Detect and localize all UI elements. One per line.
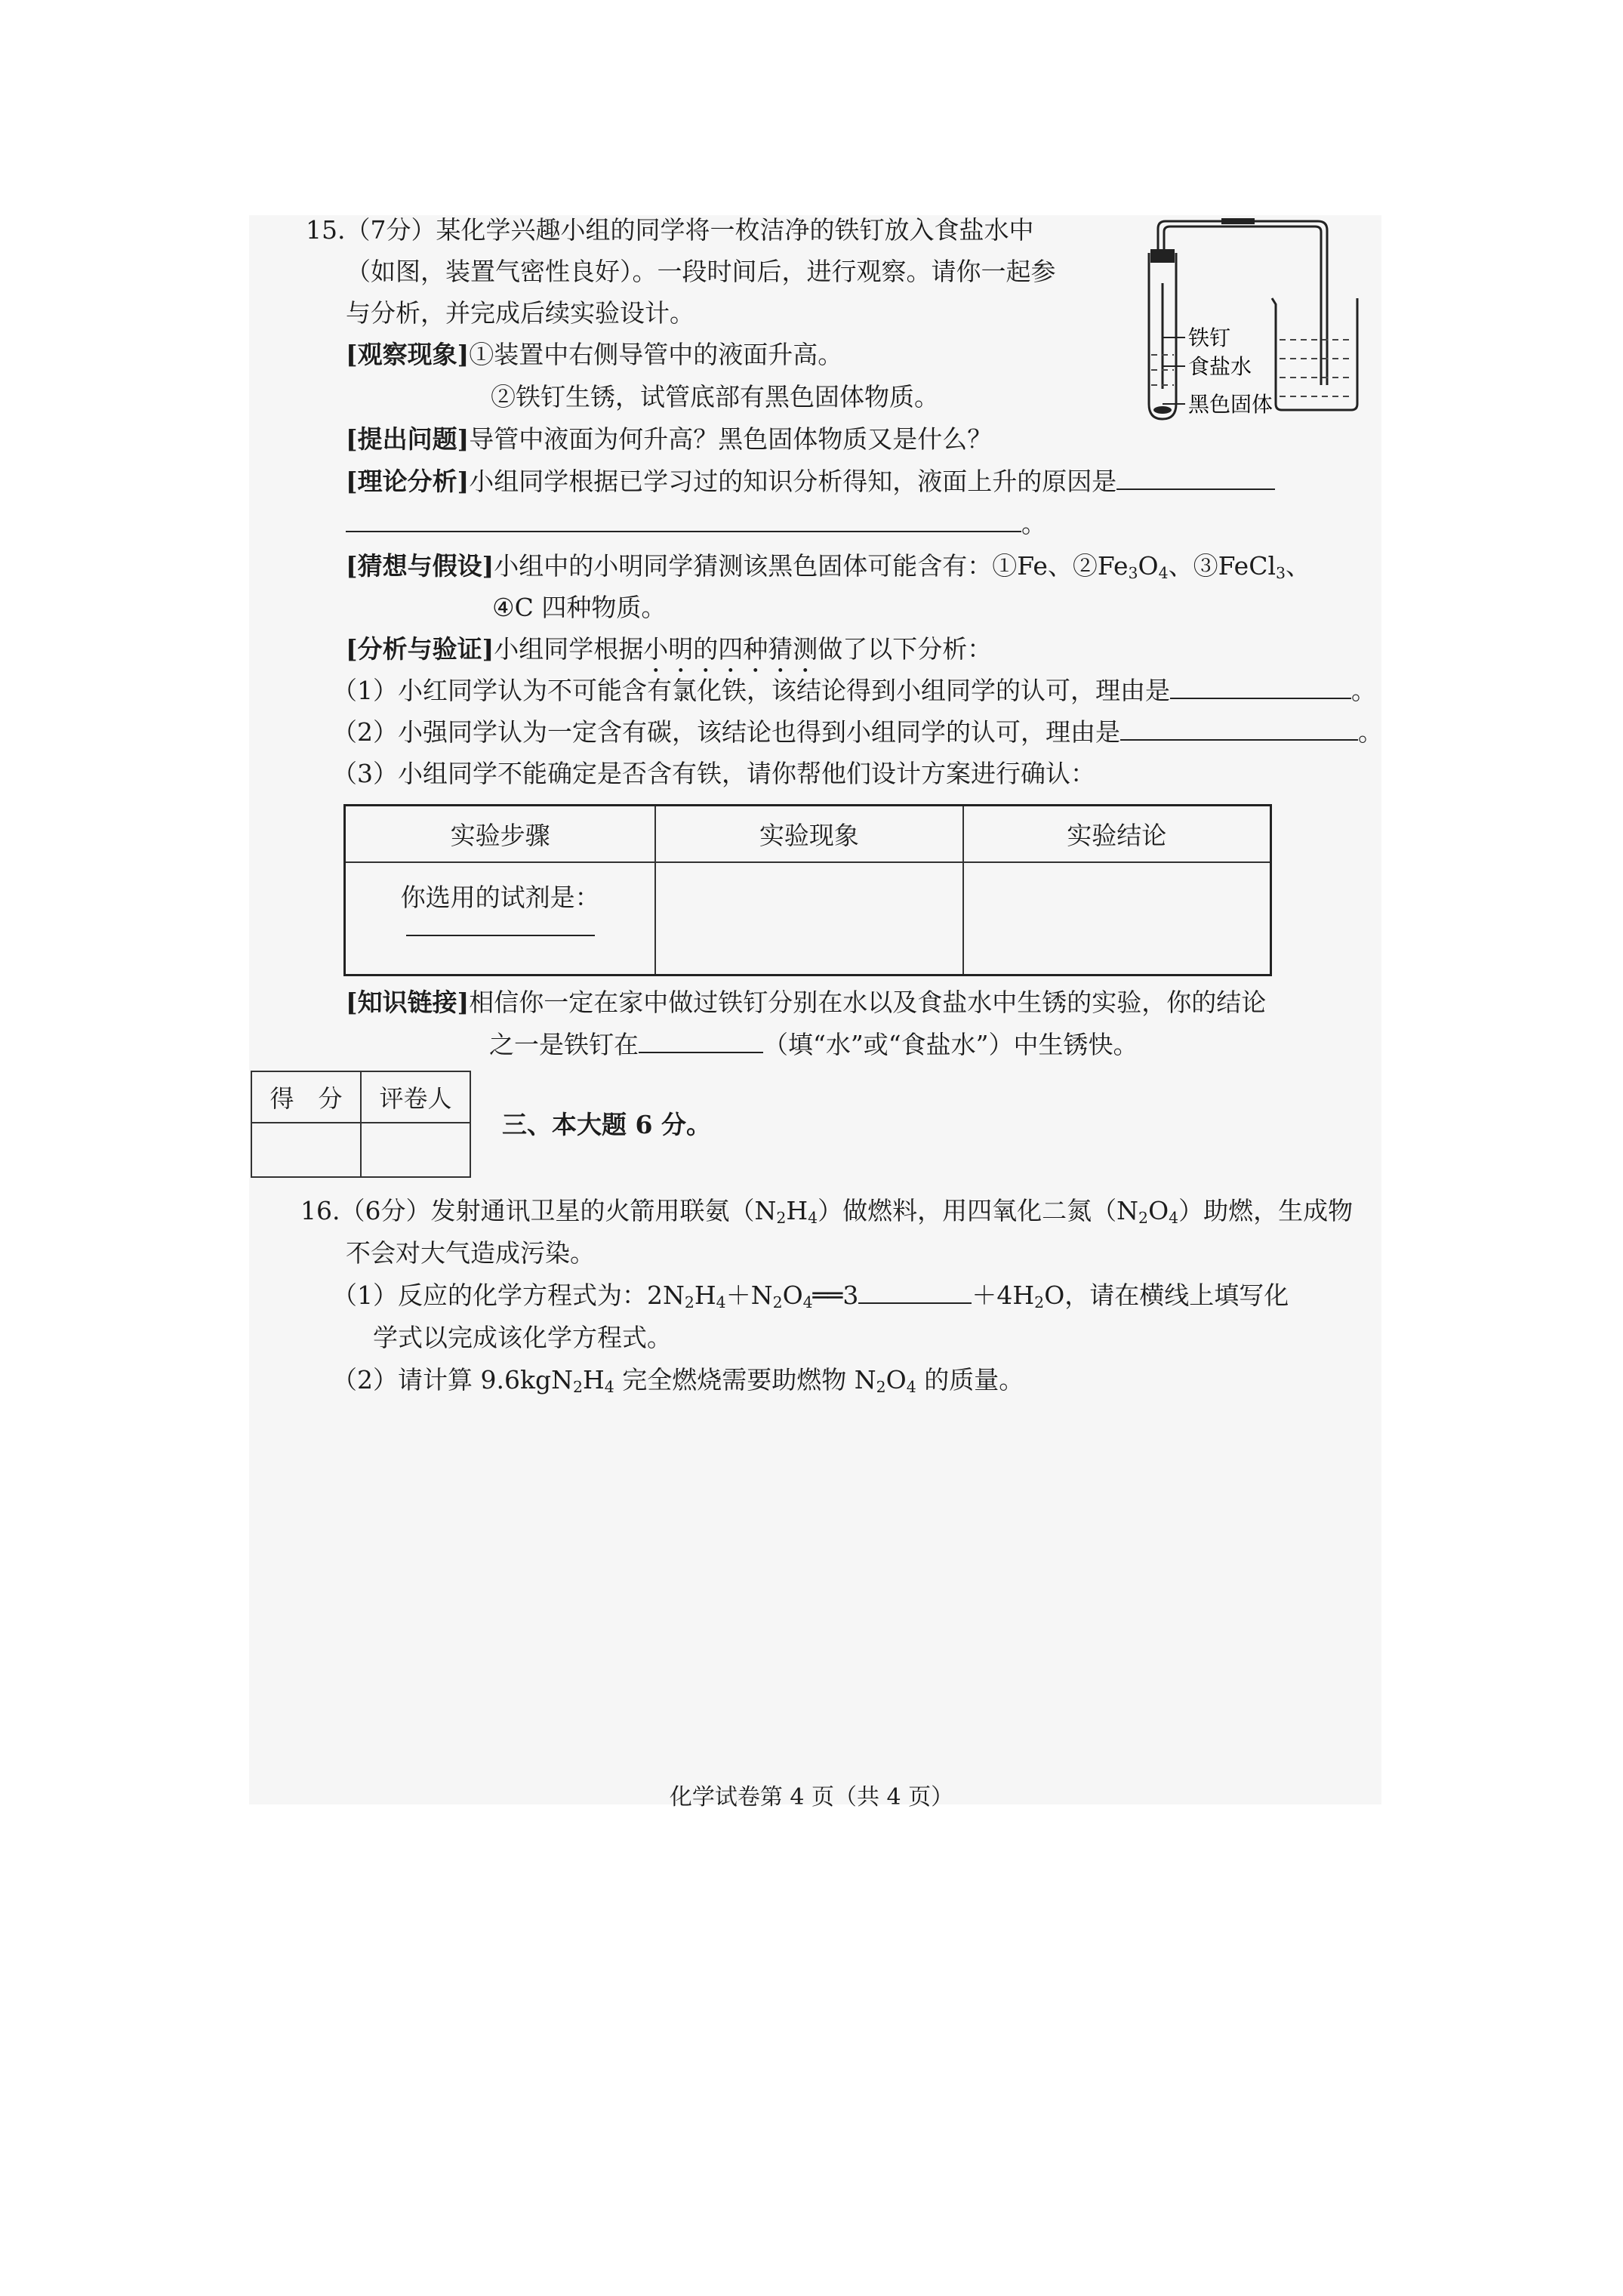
q16-calc-text: （2）请计算 9.6kgN bbox=[332, 1365, 573, 1395]
q16-sub: 4 bbox=[808, 1209, 818, 1228]
sub2-blank[interactable] bbox=[1120, 738, 1358, 741]
theory-end: 。 bbox=[1021, 509, 1046, 538]
q16-line1 bbox=[300, 1196, 1353, 1228]
link-text: 相信你一定在家中做过铁钉分别在水以及食盐水中生锈的实验，你的结论 bbox=[469, 988, 1267, 1017]
sub3-text: （3）小组同学不能确定是否含有铁，请你帮他们设计方案进行确认： bbox=[332, 759, 1095, 788]
observe-row-1 bbox=[346, 340, 842, 370]
q16-sub: 2 bbox=[1138, 1209, 1149, 1228]
theory-row-2 bbox=[346, 509, 1046, 539]
guess-text: 、 bbox=[1286, 551, 1311, 581]
question-row bbox=[346, 424, 992, 455]
table-cell-phenomena[interactable] bbox=[655, 862, 962, 975]
guess-text: 、③FeCl bbox=[1168, 551, 1277, 581]
analysis-emphasis: 小明的四种猜测 bbox=[643, 634, 818, 664]
analysis-text: 做了以下分析： bbox=[818, 634, 993, 664]
q16-text: ）助燃，生成物 bbox=[1178, 1196, 1354, 1225]
apparatus-diagram bbox=[1132, 215, 1381, 423]
link-label: [知识链接] bbox=[346, 988, 470, 1017]
q16-calc-text: O bbox=[885, 1365, 907, 1395]
q16-calc-text: 完全燃烧需要助燃物 N bbox=[614, 1365, 876, 1395]
observe-1: ①装置中右侧导管中的液面升高。 bbox=[469, 340, 843, 369]
sub1-end: 。 bbox=[1351, 676, 1376, 705]
guess-text: O bbox=[1138, 551, 1159, 581]
q16-sub: 2 bbox=[772, 1293, 783, 1312]
link-row-2 bbox=[489, 1030, 1138, 1060]
q16-sub: 2 bbox=[776, 1209, 787, 1228]
tube-clamp-shape bbox=[1221, 218, 1255, 224]
sub2-row bbox=[332, 717, 1383, 747]
sub2-end: 。 bbox=[1358, 717, 1383, 747]
q16-eq-text: ＋4H bbox=[972, 1281, 1035, 1310]
q16-sub: 2 bbox=[1034, 1293, 1045, 1312]
q16-text: H bbox=[786, 1196, 808, 1225]
experiment-table bbox=[343, 804, 1272, 976]
theory-text: 小组同学根据已学习过的知识分析得知，液面上升的原因是 bbox=[469, 467, 1117, 496]
q15-line2: （如图，装置气密性良好）。一段时间后，进行观察。请你一起参 bbox=[346, 257, 1056, 286]
grader-header: 评卷人 bbox=[361, 1071, 470, 1123]
q16-text: ）做燃料，用四氧化二氮（N bbox=[818, 1196, 1139, 1225]
sub1-text: （1）小红同学认为不可能含有氯化铁，该结论得到小组同学的认可，理由是 bbox=[332, 676, 1170, 705]
guess-sub: 3 bbox=[1128, 564, 1138, 583]
q16-sub: 4 bbox=[1169, 1209, 1179, 1228]
sub1-blank[interactable] bbox=[1170, 697, 1351, 699]
q16-calc-text: H bbox=[582, 1365, 605, 1395]
question-label: [提出问题] bbox=[346, 424, 470, 454]
guess-sub: 4 bbox=[1158, 564, 1169, 583]
section-3-heading: 三、本大题 6 分。 bbox=[502, 1110, 711, 1139]
grader-cell[interactable] bbox=[361, 1123, 470, 1177]
score-cell[interactable] bbox=[251, 1123, 361, 1177]
guess-sub: 3 bbox=[1276, 564, 1286, 583]
q16-sub: 2 bbox=[572, 1378, 583, 1397]
guess-label: [猜想与假设] bbox=[346, 551, 494, 581]
q16-line2: 不会对大气造成污染。 bbox=[346, 1238, 595, 1268]
link-text-2a: 之一是铁钉在 bbox=[489, 1030, 639, 1059]
beaker-shape bbox=[1272, 298, 1357, 410]
q16-eq-text: （1）反应的化学方程式为：2N bbox=[332, 1281, 685, 1310]
table-cell-conclusion[interactable] bbox=[963, 862, 1271, 975]
black-solid-shape bbox=[1153, 406, 1172, 414]
guess-row bbox=[346, 551, 1310, 583]
q16-text: O bbox=[1148, 1196, 1169, 1225]
q16-text: 16.（6分）发射通讯卫星的火箭用联氨（N bbox=[300, 1196, 777, 1225]
q16-sub: 4 bbox=[802, 1293, 813, 1312]
q16-sub: 2 bbox=[684, 1293, 694, 1312]
q16-sub: 2 bbox=[876, 1378, 886, 1397]
q15-line1: 15.（7分）某化学兴趣小组的同学将一枚洁净的铁钉放入食盐水中 bbox=[306, 215, 1034, 245]
page-footer: 化学试卷第 4 页（共 4 页） bbox=[669, 1784, 954, 1811]
q16-calc bbox=[332, 1365, 1024, 1397]
q16-eq-text: O bbox=[782, 1281, 803, 1310]
stopper-shape bbox=[1150, 249, 1175, 263]
sub2-text: （2）小强同学认为一定含有碳，该结论也得到小组同学的认可，理由是 bbox=[332, 717, 1120, 747]
q16-eq-text: H bbox=[694, 1281, 716, 1310]
table-header-phenomena: 实验现象 bbox=[655, 806, 962, 862]
label-black-solid: 黑色固体 bbox=[1188, 392, 1273, 417]
guess-text: 小组中的小明同学猜测该黑色固体可能含有：①Fe、②Fe bbox=[494, 551, 1129, 581]
q16-calc-text: 的质量。 bbox=[916, 1365, 1024, 1395]
theory-row bbox=[346, 467, 1275, 497]
q16-eq-text: ══3 bbox=[812, 1281, 859, 1310]
theory-blank-1[interactable] bbox=[1116, 488, 1275, 490]
q16-sub: 4 bbox=[906, 1378, 916, 1397]
table-header-steps: 实验步骤 bbox=[345, 806, 656, 862]
link-row bbox=[346, 988, 1266, 1018]
q16-eq-text: O，请在横线上填写化 bbox=[1044, 1281, 1289, 1310]
observe-label: [观察现象] bbox=[346, 340, 470, 369]
table-cell-reagent bbox=[345, 862, 656, 975]
q16-equation bbox=[332, 1281, 1289, 1312]
score-header: 得 分 bbox=[251, 1071, 361, 1123]
q16-sub: 4 bbox=[716, 1293, 726, 1312]
analysis-label: [分析与验证] bbox=[346, 634, 494, 664]
link-blank[interactable] bbox=[639, 1051, 763, 1053]
guess-line2: ④C 四种物质。 bbox=[492, 593, 667, 622]
table-header-conclusion: 实验结论 bbox=[963, 806, 1271, 862]
link-text-2b: （填“水”或“食盐水”）中生锈快。 bbox=[763, 1030, 1138, 1059]
theory-label: [理论分析] bbox=[346, 467, 470, 496]
reagent-blank[interactable] bbox=[406, 935, 595, 936]
analysis-text: 小组同学根据 bbox=[494, 634, 644, 664]
observe-2: ②铁钉生锈，试管底部有黑色固体物质。 bbox=[491, 382, 939, 411]
label-nail: 铁钉 bbox=[1188, 325, 1231, 350]
sub1-row bbox=[332, 676, 1376, 706]
q15-line3: 与分析，并完成后续实验设计。 bbox=[346, 298, 694, 328]
analysis-row bbox=[346, 634, 992, 679]
q16-eq-text: ＋N bbox=[725, 1281, 773, 1310]
question-text: 导管中液面为何升高？黑色固体物质又是什么？ bbox=[469, 424, 993, 454]
equation-blank[interactable] bbox=[858, 1302, 972, 1304]
score-box bbox=[251, 1071, 471, 1178]
q16-sub: 4 bbox=[604, 1378, 614, 1397]
theory-blank-2[interactable] bbox=[346, 530, 1021, 532]
reagent-label: 你选用的试剂是： bbox=[400, 882, 600, 912]
label-brine: 食盐水 bbox=[1188, 354, 1252, 379]
q16-equation-line2: 学式以完成该化学方程式。 bbox=[373, 1323, 672, 1352]
